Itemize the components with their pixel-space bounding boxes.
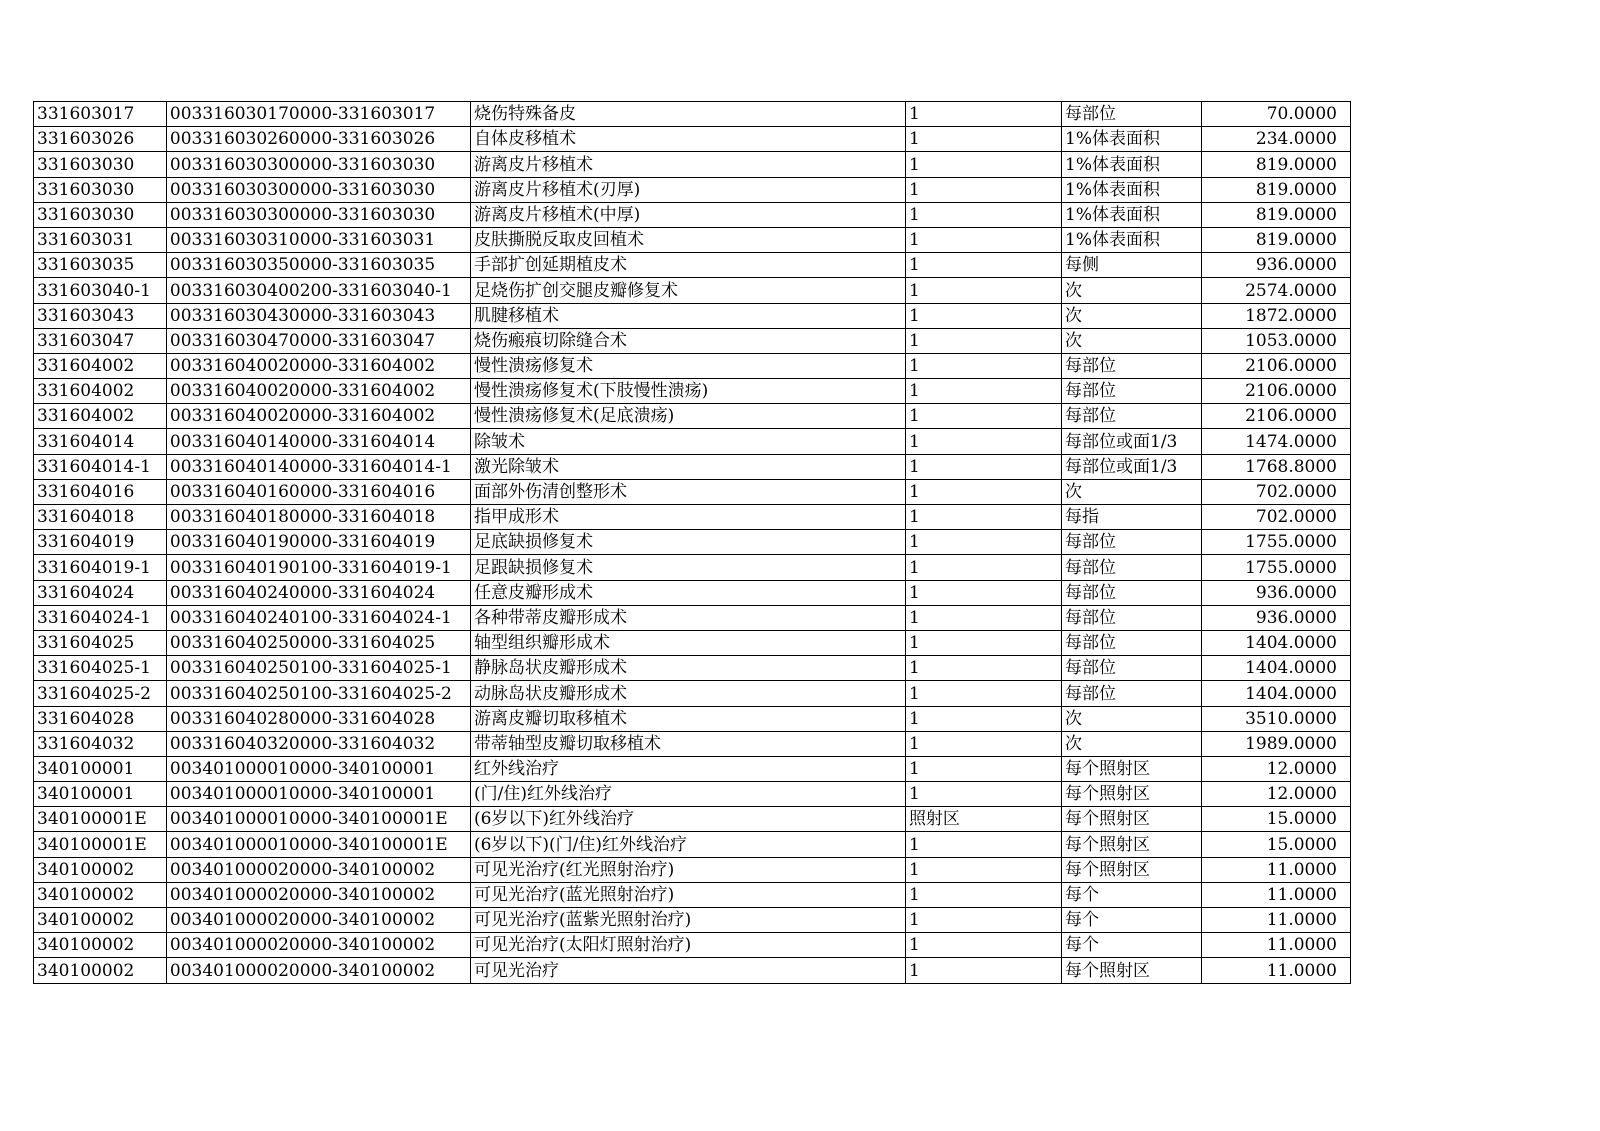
price-cell: 702.0000: [1201, 479, 1350, 504]
full-code-cell: 003316040320000-331604032: [166, 731, 470, 756]
price-cell: 1474.0000: [1201, 429, 1350, 454]
item-code-cell: 331604024-1: [34, 605, 167, 630]
unit-cell: 每部位: [1062, 656, 1202, 681]
item-name-cell: 可见光治疗(蓝光照射治疗): [470, 882, 905, 907]
full-code-cell: 003401000010000-340100001: [166, 782, 470, 807]
quantity-cell: 1: [905, 278, 1061, 303]
price-cell: 819.0000: [1201, 177, 1350, 202]
quantity-cell: 1: [905, 681, 1061, 706]
quantity-cell: 1: [905, 731, 1061, 756]
unit-cell: 每指: [1062, 505, 1202, 530]
price-cell: 936.0000: [1201, 580, 1350, 605]
item-code-cell: 331603043: [34, 303, 167, 328]
price-cell: 702.0000: [1201, 505, 1350, 530]
full-code-cell: 003316040180000-331604018: [166, 505, 470, 530]
unit-cell: 每个照射区: [1062, 782, 1202, 807]
table-row: [34, 505, 1351, 530]
unit-cell: 1%体表面积: [1062, 227, 1202, 252]
item-name-cell: 可见光治疗(蓝紫光照射治疗): [470, 908, 905, 933]
table-row: [34, 605, 1351, 630]
table-row: [34, 278, 1351, 303]
price-cell: 11.0000: [1201, 958, 1350, 983]
item-code-cell: 340100001E: [34, 807, 167, 832]
table-row: [34, 807, 1351, 832]
unit-cell: 每个照射区: [1062, 807, 1202, 832]
item-code-cell: 331603030: [34, 177, 167, 202]
quantity-cell: 1: [905, 505, 1061, 530]
full-code-cell: 003316040140000-331604014-1: [166, 454, 470, 479]
price-cell: 234.0000: [1201, 127, 1350, 152]
unit-cell: 1%体表面积: [1062, 177, 1202, 202]
unit-cell: 每侧: [1062, 253, 1202, 278]
full-code-cell: 003401000010000-340100001: [166, 756, 470, 781]
price-cell: 1404.0000: [1201, 630, 1350, 655]
item-name-cell: (6岁以下)(门/住)红外线治疗: [470, 832, 905, 857]
full-code-cell: 003316040020000-331604002: [166, 404, 470, 429]
item-name-cell: 激光除皱术: [470, 454, 905, 479]
quantity-cell: 1: [905, 479, 1061, 504]
quantity-cell: 1: [905, 958, 1061, 983]
quantity-cell: 1: [905, 102, 1061, 127]
table-row: [34, 379, 1351, 404]
quantity-cell: 1: [905, 177, 1061, 202]
quantity-cell: 1: [905, 555, 1061, 580]
table-row: [34, 756, 1351, 781]
unit-cell: 每部位: [1062, 630, 1202, 655]
table-row: [34, 908, 1351, 933]
quantity-cell: 1: [905, 605, 1061, 630]
item-code-cell: 340100001: [34, 782, 167, 807]
price-table-body: [34, 102, 1351, 984]
item-code-cell: 331604019-1: [34, 555, 167, 580]
price-cell: 2106.0000: [1201, 353, 1350, 378]
quantity-cell: 1: [905, 882, 1061, 907]
item-code-cell: 331604018: [34, 505, 167, 530]
price-cell: 11.0000: [1201, 908, 1350, 933]
unit-cell: 每部位: [1062, 404, 1202, 429]
item-code-cell: 331604024: [34, 580, 167, 605]
table-row: [34, 429, 1351, 454]
unit-cell: 次: [1062, 278, 1202, 303]
item-name-cell: 游离皮片移植术(刃厚): [470, 177, 905, 202]
table-row: [34, 253, 1351, 278]
quantity-cell: 1: [905, 152, 1061, 177]
quantity-cell: 照射区: [905, 807, 1061, 832]
quantity-cell: 1: [905, 933, 1061, 958]
table-row: [34, 177, 1351, 202]
full-code-cell: 003316030400200-331603040-1: [166, 278, 470, 303]
table-row: [34, 202, 1351, 227]
unit-cell: 每部位: [1062, 353, 1202, 378]
table-row: [34, 479, 1351, 504]
item-name-cell: 游离皮片移植术(中厚): [470, 202, 905, 227]
unit-cell: 每个照射区: [1062, 857, 1202, 882]
price-cell: 2106.0000: [1201, 379, 1350, 404]
price-cell: 819.0000: [1201, 227, 1350, 252]
price-cell: 15.0000: [1201, 807, 1350, 832]
quantity-cell: 1: [905, 379, 1061, 404]
item-code-cell: 331604002: [34, 353, 167, 378]
unit-cell: 次: [1062, 706, 1202, 731]
unit-cell: 每部位: [1062, 605, 1202, 630]
quantity-cell: 1: [905, 756, 1061, 781]
unit-cell: 每个照射区: [1062, 958, 1202, 983]
full-code-cell: 003316030310000-331603031: [166, 227, 470, 252]
full-code-cell: 003316030430000-331603043: [166, 303, 470, 328]
full-code-cell: 003401000020000-340100002: [166, 908, 470, 933]
item-code-cell: 331604032: [34, 731, 167, 756]
item-name-cell: 红外线治疗: [470, 756, 905, 781]
item-name-cell: 任意皮瓣形成术: [470, 580, 905, 605]
quantity-cell: 1: [905, 202, 1061, 227]
full-code-cell: 003316030300000-331603030: [166, 152, 470, 177]
unit-cell: 每部位: [1062, 530, 1202, 555]
unit-cell: 1%体表面积: [1062, 202, 1202, 227]
table-row: [34, 630, 1351, 655]
item-code-cell: 331604028: [34, 706, 167, 731]
table-row: [34, 152, 1351, 177]
price-cell: 2106.0000: [1201, 404, 1350, 429]
item-name-cell: 自体皮移植术: [470, 127, 905, 152]
price-cell: 11.0000: [1201, 882, 1350, 907]
full-code-cell: 003316030300000-331603030: [166, 202, 470, 227]
table-row: [34, 555, 1351, 580]
item-code-cell: 340100001: [34, 756, 167, 781]
item-code-cell: 331603040-1: [34, 278, 167, 303]
item-name-cell: 各种带蒂皮瓣形成术: [470, 605, 905, 630]
quantity-cell: 1: [905, 127, 1061, 152]
price-cell: 936.0000: [1201, 605, 1350, 630]
table-row: [34, 882, 1351, 907]
price-cell: 12.0000: [1201, 782, 1350, 807]
item-code-cell: 340100001E: [34, 832, 167, 857]
table-row: [34, 681, 1351, 706]
unit-cell: 每部位: [1062, 379, 1202, 404]
item-code-cell: 331603047: [34, 328, 167, 353]
unit-cell: 每个照射区: [1062, 832, 1202, 857]
table-row: [34, 404, 1351, 429]
item-name-cell: 游离皮片移植术: [470, 152, 905, 177]
quantity-cell: 1: [905, 530, 1061, 555]
item-name-cell: 足底缺损修复术: [470, 530, 905, 555]
item-name-cell: 烧伤特殊备皮: [470, 102, 905, 127]
table-row: [34, 530, 1351, 555]
price-cell: 1989.0000: [1201, 731, 1350, 756]
item-code-cell: 331603035: [34, 253, 167, 278]
unit-cell: 每部位或面1/3: [1062, 454, 1202, 479]
unit-cell: 每部位: [1062, 102, 1202, 127]
price-cell: 1768.8000: [1201, 454, 1350, 479]
item-code-cell: 340100002: [34, 958, 167, 983]
item-code-cell: 331604025-1: [34, 656, 167, 681]
full-code-cell: 003316040240100-331604024-1: [166, 605, 470, 630]
item-name-cell: 慢性溃疡修复术: [470, 353, 905, 378]
unit-cell: 每个照射区: [1062, 756, 1202, 781]
item-name-cell: 慢性溃疡修复术(下肢慢性溃疡): [470, 379, 905, 404]
table-row: [34, 454, 1351, 479]
item-code-cell: 340100002: [34, 908, 167, 933]
full-code-cell: 003316040190100-331604019-1: [166, 555, 470, 580]
item-code-cell: 331604019: [34, 530, 167, 555]
table-row: [34, 933, 1351, 958]
table-row: [34, 656, 1351, 681]
item-code-cell: 331603030: [34, 202, 167, 227]
full-code-cell: 003316030470000-331603047: [166, 328, 470, 353]
full-code-cell: 003316030300000-331603030: [166, 177, 470, 202]
table-row: [34, 102, 1351, 127]
table-row: [34, 782, 1351, 807]
full-code-cell: 003316040250100-331604025-1: [166, 656, 470, 681]
quantity-cell: 1: [905, 303, 1061, 328]
quantity-cell: 1: [905, 832, 1061, 857]
quantity-cell: 1: [905, 630, 1061, 655]
unit-cell: 次: [1062, 303, 1202, 328]
item-name-cell: 足跟缺损修复术: [470, 555, 905, 580]
unit-cell: 每个: [1062, 908, 1202, 933]
price-cell: 3510.0000: [1201, 706, 1350, 731]
item-code-cell: 340100002: [34, 857, 167, 882]
item-name-cell: 烧伤瘢痕切除缝合术: [470, 328, 905, 353]
item-code-cell: 331603031: [34, 227, 167, 252]
table-row: [34, 832, 1351, 857]
full-code-cell: 003316040160000-331604016: [166, 479, 470, 504]
quantity-cell: 1: [905, 706, 1061, 731]
unit-cell: 每部位: [1062, 555, 1202, 580]
unit-cell: 每个: [1062, 882, 1202, 907]
item-code-cell: 340100002: [34, 882, 167, 907]
price-cell: 1755.0000: [1201, 530, 1350, 555]
quantity-cell: 1: [905, 227, 1061, 252]
price-cell: 11.0000: [1201, 857, 1350, 882]
item-code-cell: 331604025: [34, 630, 167, 655]
unit-cell: 每部位: [1062, 580, 1202, 605]
quantity-cell: 1: [905, 454, 1061, 479]
table-row: [34, 857, 1351, 882]
item-name-cell: 皮肤撕脱反取皮回植术: [470, 227, 905, 252]
item-name-cell: 指甲成形术: [470, 505, 905, 530]
full-code-cell: 003316040020000-331604002: [166, 379, 470, 404]
table-row: [34, 706, 1351, 731]
price-cell: 15.0000: [1201, 832, 1350, 857]
item-name-cell: 慢性溃疡修复术(足底溃疡): [470, 404, 905, 429]
item-name-cell: 可见光治疗(红光照射治疗): [470, 857, 905, 882]
unit-cell: 每部位或面1/3: [1062, 429, 1202, 454]
item-name-cell: (6岁以下)红外线治疗: [470, 807, 905, 832]
table-row: [34, 303, 1351, 328]
item-name-cell: (门/住)红外线治疗: [470, 782, 905, 807]
item-name-cell: 可见光治疗(太阳灯照射治疗): [470, 933, 905, 958]
price-cell: 1053.0000: [1201, 328, 1350, 353]
quantity-cell: 1: [905, 782, 1061, 807]
item-name-cell: 带蒂轴型皮瓣切取移植术: [470, 731, 905, 756]
full-code-cell: 003316040250000-331604025: [166, 630, 470, 655]
item-name-cell: 面部外伤清创整形术: [470, 479, 905, 504]
item-name-cell: 可见光治疗: [470, 958, 905, 983]
item-name-cell: 除皱术: [470, 429, 905, 454]
unit-cell: 次: [1062, 479, 1202, 504]
item-code-cell: 331603026: [34, 127, 167, 152]
item-code-cell: 331604025-2: [34, 681, 167, 706]
quantity-cell: 1: [905, 253, 1061, 278]
full-code-cell: 003316040190000-331604019: [166, 530, 470, 555]
quantity-cell: 1: [905, 404, 1061, 429]
price-cell: 2574.0000: [1201, 278, 1350, 303]
unit-cell: 1%体表面积: [1062, 127, 1202, 152]
full-code-cell: 003401000020000-340100002: [166, 857, 470, 882]
unit-cell: 每部位: [1062, 681, 1202, 706]
full-code-cell: 003316030260000-331603026: [166, 127, 470, 152]
item-code-cell: 331604016: [34, 479, 167, 504]
unit-cell: 次: [1062, 731, 1202, 756]
price-cell: 819.0000: [1201, 152, 1350, 177]
full-code-cell: 003401000020000-340100002: [166, 882, 470, 907]
item-code-cell: 340100002: [34, 933, 167, 958]
quantity-cell: 1: [905, 580, 1061, 605]
price-cell: 70.0000: [1201, 102, 1350, 127]
table-row: [34, 127, 1351, 152]
item-name-cell: 动脉岛状皮瓣形成术: [470, 681, 905, 706]
full-code-cell: 003401000010000-340100001E: [166, 807, 470, 832]
full-code-cell: 003316040250100-331604025-2: [166, 681, 470, 706]
price-table: [33, 101, 1351, 984]
quantity-cell: 1: [905, 328, 1061, 353]
full-code-cell: 003316030350000-331603035: [166, 253, 470, 278]
quantity-cell: 1: [905, 857, 1061, 882]
item-name-cell: 手部扩创延期植皮术: [470, 253, 905, 278]
item-code-cell: 331604014-1: [34, 454, 167, 479]
full-code-cell: 003316040280000-331604028: [166, 706, 470, 731]
quantity-cell: 1: [905, 429, 1061, 454]
table-row: [34, 227, 1351, 252]
full-code-cell: 003401000020000-340100002: [166, 933, 470, 958]
table-row: [34, 958, 1351, 983]
full-code-cell: 003401000010000-340100001E: [166, 832, 470, 857]
item-code-cell: 331604014: [34, 429, 167, 454]
full-code-cell: 003401000020000-340100002: [166, 958, 470, 983]
table-row: [34, 353, 1351, 378]
item-code-cell: 331603017: [34, 102, 167, 127]
item-name-cell: 静脉岛状皮瓣形成术: [470, 656, 905, 681]
item-name-cell: 轴型组织瓣形成术: [470, 630, 905, 655]
full-code-cell: 003316030170000-331603017: [166, 102, 470, 127]
quantity-cell: 1: [905, 908, 1061, 933]
full-code-cell: 003316040240000-331604024: [166, 580, 470, 605]
price-cell: 1404.0000: [1201, 681, 1350, 706]
table-row: [34, 731, 1351, 756]
quantity-cell: 1: [905, 353, 1061, 378]
item-code-cell: 331604002: [34, 404, 167, 429]
unit-cell: 每个: [1062, 933, 1202, 958]
item-name-cell: 游离皮瓣切取移植术: [470, 706, 905, 731]
item-name-cell: 足烧伤扩创交腿皮瓣修复术: [470, 278, 905, 303]
unit-cell: 次: [1062, 328, 1202, 353]
price-cell: 1404.0000: [1201, 656, 1350, 681]
item-code-cell: 331604002: [34, 379, 167, 404]
price-cell: 11.0000: [1201, 933, 1350, 958]
price-cell: 936.0000: [1201, 253, 1350, 278]
full-code-cell: 003316040020000-331604002: [166, 353, 470, 378]
item-name-cell: 肌腱移植术: [470, 303, 905, 328]
unit-cell: 1%体表面积: [1062, 152, 1202, 177]
item-code-cell: 331603030: [34, 152, 167, 177]
quantity-cell: 1: [905, 656, 1061, 681]
full-code-cell: 003316040140000-331604014: [166, 429, 470, 454]
price-cell: 1872.0000: [1201, 303, 1350, 328]
price-cell: 1755.0000: [1201, 555, 1350, 580]
price-cell: 819.0000: [1201, 202, 1350, 227]
table-row: [34, 580, 1351, 605]
price-cell: 12.0000: [1201, 756, 1350, 781]
table-row: [34, 328, 1351, 353]
